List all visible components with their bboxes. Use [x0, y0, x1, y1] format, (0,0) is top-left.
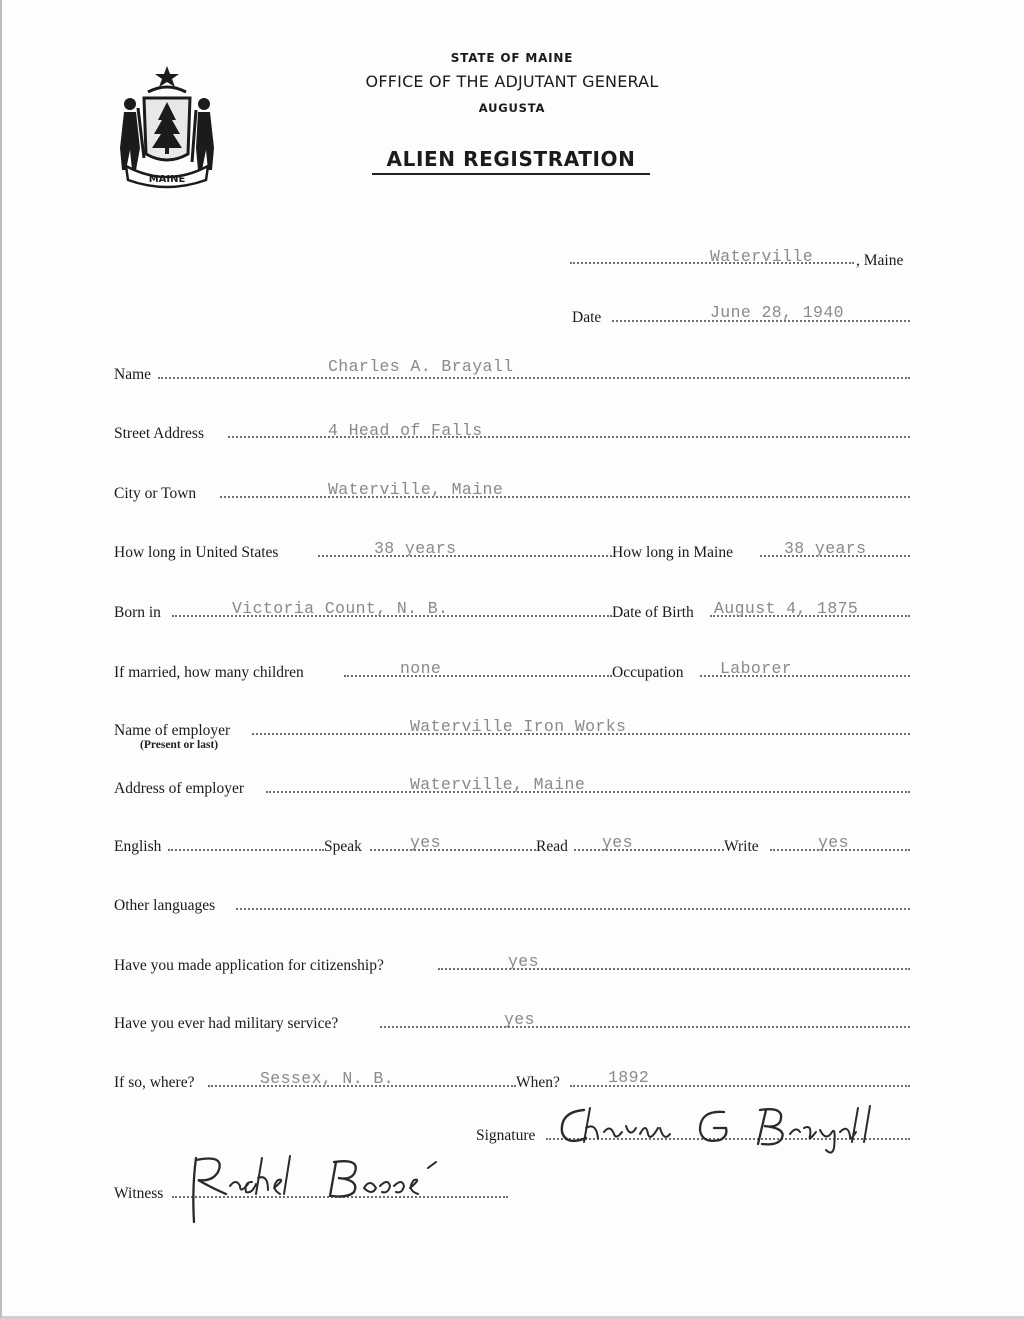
write-label: Write — [724, 838, 759, 855]
place-value[interactable]: Waterville — [710, 247, 814, 266]
maine-duration-value[interactable]: 38 years — [784, 539, 867, 558]
read-value[interactable]: yes — [602, 833, 633, 852]
military-label: Have you ever had military service? — [114, 1015, 339, 1032]
employer-value[interactable]: Waterville Iron Works — [410, 717, 627, 736]
employer-sublabel: (Present or last) — [140, 739, 219, 751]
speak-value[interactable]: yes — [410, 833, 441, 852]
employer-label: Name of employer — [114, 722, 231, 739]
name-label: Name — [114, 366, 152, 383]
military-line — [380, 1026, 910, 1028]
header-office: OFFICE OF THE ADJUTANT GENERAL — [365, 72, 659, 91]
header-state: STATE OF MAINE — [450, 51, 574, 65]
occupation-label: Occupation — [612, 664, 684, 681]
born-in-value[interactable]: Victoria Count, N. B. — [232, 599, 449, 618]
citizenship-label: Have you made application for citizenship? — [114, 957, 384, 974]
name-line — [158, 377, 910, 379]
children-value[interactable]: none — [400, 659, 442, 678]
date-value[interactable]: June 28, 1940 — [710, 303, 844, 322]
speak-label: Speak — [324, 838, 362, 855]
service-where-value[interactable]: Sessex, N. B. — [260, 1069, 394, 1088]
english-label: English — [114, 838, 162, 855]
employer-address-line — [266, 791, 910, 793]
header-city: AUGUSTA — [478, 101, 546, 115]
us-duration-value[interactable]: 38 years — [374, 539, 457, 558]
write-value[interactable]: yes — [818, 833, 849, 852]
employer-address-value[interactable]: Waterville, Maine — [410, 775, 586, 794]
name-value[interactable]: Charles A. Brayall — [328, 357, 514, 376]
city-label: City or Town — [114, 485, 197, 502]
service-when-label: When? — [516, 1074, 560, 1091]
city-value[interactable]: Waterville, Maine — [328, 480, 504, 499]
born-in-label: Born in — [114, 604, 161, 621]
children-label: If married, how many children — [114, 664, 304, 681]
street-address-value[interactable]: 4 Head of Falls — [328, 421, 483, 440]
children-line — [344, 675, 612, 677]
maine-duration-label: How long in Maine — [612, 544, 733, 561]
signature-label: Signature — [476, 1127, 536, 1144]
employer-address-label: Address of employer — [114, 780, 244, 797]
svg-text:MAINE: MAINE — [148, 174, 186, 185]
speak-line — [370, 849, 536, 851]
read-line — [574, 849, 724, 851]
date-label: Date — [572, 309, 602, 326]
state-seal-icon — [114, 62, 220, 190]
witness-handwriting[interactable] — [174, 1148, 474, 1228]
us-duration-label: How long in United States — [114, 544, 279, 561]
city-line — [220, 496, 910, 498]
service-when-value[interactable]: 1892 — [608, 1068, 650, 1087]
read-label: Read — [536, 838, 568, 855]
signature-handwriting[interactable] — [550, 1098, 900, 1158]
citizenship-value[interactable]: yes — [508, 952, 539, 971]
service-where-label: If so, where? — [114, 1074, 195, 1091]
form-title: ALIEN REGISTRATION — [372, 147, 650, 175]
english-line — [168, 849, 324, 851]
witness-label: Witness — [114, 1185, 164, 1202]
place-suffix-label: , Maine — [856, 252, 904, 269]
other-languages-line — [236, 908, 910, 910]
us-duration-line — [318, 555, 612, 557]
military-value[interactable]: yes — [504, 1010, 535, 1029]
other-languages-label: Other languages — [114, 897, 216, 914]
street-address-label: Street Address — [114, 425, 204, 442]
dob-label: Date of Birth — [612, 604, 694, 621]
occupation-value[interactable]: Laborer — [720, 659, 793, 678]
dob-value[interactable]: August 4, 1875 — [714, 599, 859, 618]
